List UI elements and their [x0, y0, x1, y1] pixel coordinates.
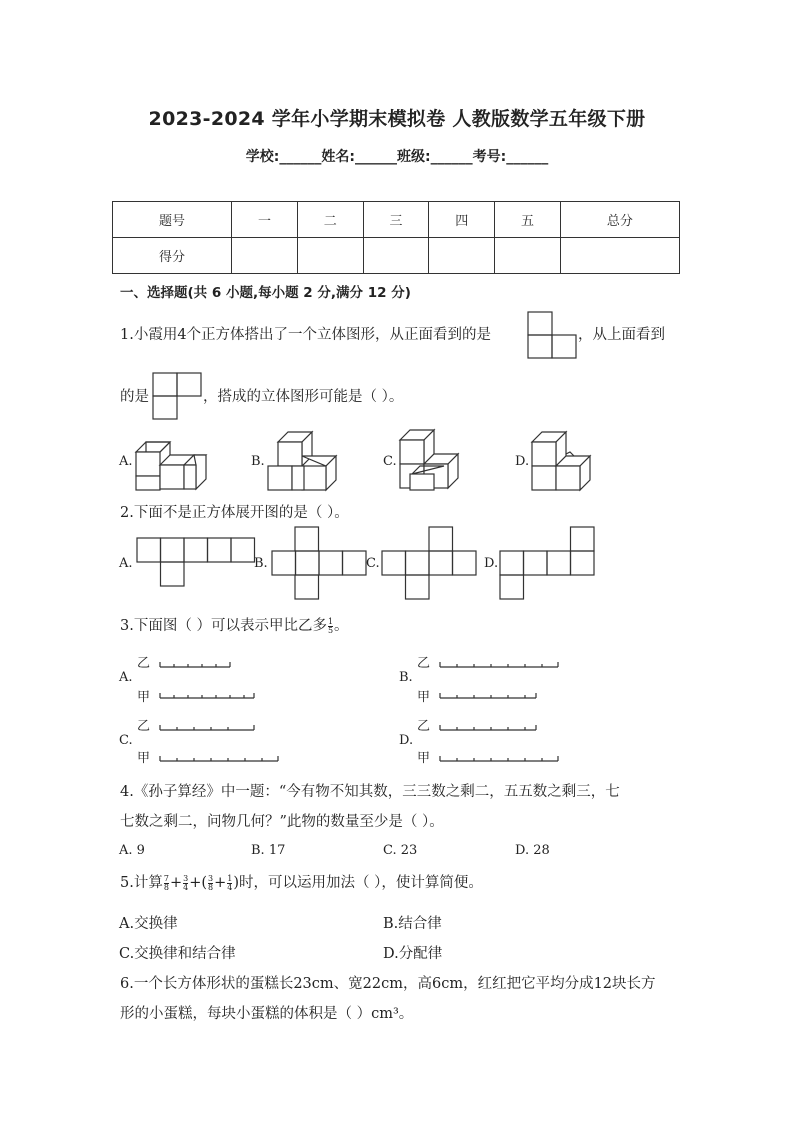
student-info-line: 学校:______姓名:______班级:______考号:______ [245, 149, 549, 165]
q3-a-jia-label: 甲 [137, 690, 151, 705]
q1-text-part2: ，从上面看到 [578, 327, 665, 343]
q3-b-jia-label: 甲 [417, 690, 431, 705]
score-input-cell[interactable] [297, 238, 363, 274]
q3-option-b-bars[interactable] [438, 655, 563, 700]
q3-c-jia-label: 甲 [137, 751, 151, 766]
q3-option-c-label[interactable]: C. [119, 733, 133, 748]
score-input-cell[interactable] [363, 238, 429, 274]
q3-option-b-label[interactable]: B. [399, 670, 413, 685]
q6-text-line2: 形的小蛋糕，每块小蛋糕的体积是（ ）cm³。 [120, 1006, 414, 1022]
q2-option-a-label[interactable]: A. [119, 556, 133, 571]
q2-option-a-net[interactable] [136, 537, 256, 589]
score-header-cell: 总分 [560, 202, 679, 238]
q5-prefix: 5.计算 [120, 875, 163, 891]
q2-option-d-label[interactable]: D. [484, 556, 499, 571]
score-header-cell: 五 [495, 202, 561, 238]
q5-f2-denominator: 4 [183, 882, 189, 892]
q5-f3-denominator: 8 [208, 882, 214, 892]
score-table-score-row [113, 238, 680, 274]
q3-option-d-label[interactable]: D. [399, 733, 414, 748]
score-input-cell[interactable] [560, 238, 679, 274]
q3-b-yi-label: 乙 [417, 656, 431, 671]
q3-d-yi-label: 乙 [417, 719, 431, 734]
q3-c-yi-label: 乙 [137, 719, 151, 734]
q5-option-b[interactable]: B.结合律 [383, 916, 442, 932]
q1-option-d-label[interactable]: D. [515, 454, 530, 469]
q3-text-after: 。 [334, 618, 349, 634]
q5-operator: + [214, 875, 227, 891]
q4-option-c[interactable]: C. 23 [383, 843, 418, 858]
q1-text-part4: ，搭成的立体图形可能是（ ）。 [203, 389, 404, 405]
q2-option-c-label[interactable]: C. [366, 556, 380, 571]
q1-option-b-label[interactable]: B. [251, 454, 265, 469]
q1-option-a-cubes[interactable] [134, 430, 209, 492]
q3-fraction-numerator: 1 [327, 616, 334, 626]
q5-f3-numerator: 3 [208, 873, 214, 883]
q3-option-c-bars[interactable] [158, 718, 283, 763]
score-input-cell[interactable] [429, 238, 495, 274]
q5-fraction-2 [183, 875, 188, 892]
q5-operator: +( [189, 875, 207, 891]
q2-option-c-net[interactable] [381, 526, 477, 600]
q2-option-b-net[interactable] [271, 526, 367, 600]
q5-f4-numerator: 1 [227, 873, 233, 883]
q5-operator: ) [233, 875, 240, 891]
q4-option-d[interactable]: D. 28 [515, 843, 550, 858]
q4-text-line2: 七数之剩二，问物几何？”此物的数量至少是（ ）。 [120, 814, 444, 830]
section-heading: 一、选择题(共 6 小题,每小题 2 分,满分 12 分) [120, 285, 411, 301]
q5-f1-denominator: 8 [163, 882, 169, 892]
q2-option-d-net[interactable] [499, 526, 595, 600]
score-header-cell: 一 [232, 202, 298, 238]
score-row-label: 得分 [113, 238, 232, 274]
q5-fraction-3 [208, 875, 213, 892]
score-input-cell[interactable] [232, 238, 298, 274]
score-table-header-row [113, 202, 680, 238]
score-header-cell: 三 [363, 202, 429, 238]
q5-text [120, 873, 483, 893]
q1-top-view-figure [152, 372, 202, 420]
score-header-cell: 二 [297, 202, 363, 238]
q5-option-a[interactable]: A.交换律 [119, 916, 178, 932]
q3-text-before: 3.下面图（ ）可以表示甲比乙多 [120, 618, 327, 634]
q3-a-yi-label: 乙 [137, 656, 151, 671]
q5-fraction-1 [164, 875, 169, 892]
score-input-cell[interactable] [495, 238, 561, 274]
q1-text-part3: 的是 [120, 389, 149, 405]
q4-option-a[interactable]: A. 9 [119, 843, 145, 858]
q1-option-c-cubes[interactable] [398, 428, 473, 492]
q5-f2-numerator: 3 [183, 873, 189, 883]
q5-option-c[interactable]: C.交换律和结合律 [119, 946, 236, 962]
q3-option-a-label[interactable]: A. [119, 670, 133, 685]
q6-text-line1: 6.一个长方体形状的蛋糕长23cm、宽22cm，高6cm，红红把它平均分成12块长方 [120, 976, 656, 992]
q1-option-c-label[interactable]: C. [383, 454, 397, 469]
score-header-cell: 四 [429, 202, 495, 238]
q4-option-b[interactable]: B. 17 [251, 843, 286, 858]
q5-f1-numerator: 7 [163, 873, 169, 883]
q2-option-b-label[interactable]: B. [254, 556, 268, 571]
q3-option-d-bars[interactable] [438, 718, 563, 763]
q1-option-b-cubes[interactable] [266, 430, 341, 492]
q5-f4-denominator: 4 [227, 882, 233, 892]
score-header-cell: 题号 [113, 202, 232, 238]
q3-d-jia-label: 甲 [417, 751, 431, 766]
q3-fraction-denominator: 5 [327, 625, 334, 635]
q5-option-d[interactable]: D.分配律 [383, 946, 443, 962]
q3-text [120, 616, 349, 636]
q1-front-view-figure [527, 311, 577, 359]
q4-text-line1: 4.《孙子算经》中一题：“今有物不知其数，三三数之剩二，五五数之剩三，七 [120, 784, 620, 800]
q1-option-d-cubes[interactable] [530, 430, 600, 492]
q5-fraction-4 [227, 875, 232, 892]
q1-option-a-label[interactable]: A. [119, 454, 133, 469]
q5-operator: + [169, 875, 183, 891]
q2-text: 2.下面不是正方体展开图的是（ ）。 [120, 505, 349, 521]
q3-option-a-bars[interactable] [158, 655, 258, 700]
score-table [112, 201, 680, 274]
page-title: 2023-2024 学年小学期末模拟卷 人教版数学五年级下册 [148, 108, 646, 130]
q3-fraction [328, 618, 333, 635]
q1-text-part1: 1.小霞用4个正方体搭出了一个立体图形，从正面看到的是 [120, 327, 492, 343]
q5-suffix: 时，可以运用加法（ ），使计算简便。 [239, 875, 483, 891]
